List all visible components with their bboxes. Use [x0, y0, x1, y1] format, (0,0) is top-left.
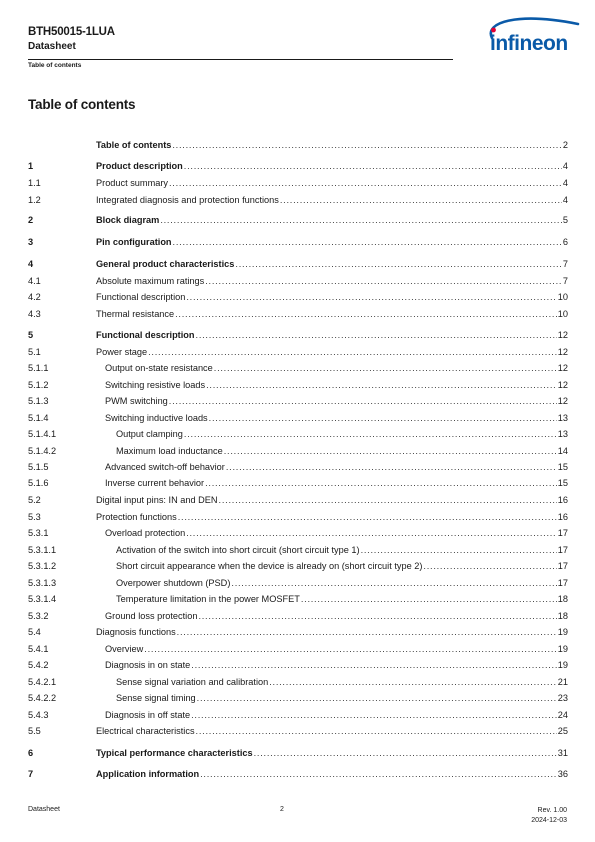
toc-entry[interactable]	[96, 274, 568, 288]
toc-title-link[interactable]: PWM switching	[105, 396, 168, 406]
toc-entry[interactable]	[105, 609, 568, 623]
toc-entry[interactable]	[96, 257, 568, 271]
toc-title-link[interactable]: Protection functions	[96, 512, 177, 522]
toc-title-link[interactable]: Thermal resistance	[96, 309, 175, 319]
toc-row[interactable]	[28, 213, 568, 227]
toc-section-number: 5.4.3	[28, 710, 49, 720]
toc-dot-leader	[173, 235, 562, 249]
toc-page-number[interactable]: 5	[562, 215, 568, 225]
toc-title-link[interactable]: General product characteristics	[96, 259, 235, 269]
document-title: BTH50015-1LUA	[28, 26, 115, 38]
toc-page-number[interactable]: 6	[562, 237, 568, 247]
toc-dot-leader	[206, 378, 557, 392]
toc-entry[interactable]	[96, 345, 568, 359]
toc-entry[interactable]	[96, 746, 568, 760]
toc-section-number: 5.3.1.4	[28, 594, 57, 604]
toc-title-link[interactable]: Sense signal variation and calibration	[116, 677, 269, 687]
toc-title-link[interactable]: Diagnosis functions	[96, 627, 176, 637]
toc-section-number: 1.1	[28, 178, 41, 188]
toc-title-link[interactable]: Output on-state resistance	[105, 363, 213, 373]
toc-dot-leader	[269, 675, 557, 689]
toc-dot-leader	[209, 411, 557, 425]
toc-dot-leader	[144, 642, 556, 656]
toc-dot-leader	[361, 543, 557, 557]
toc-row[interactable]	[28, 746, 568, 760]
toc-page-number[interactable]: 31	[557, 748, 568, 758]
toc-page-number[interactable]: 10	[557, 309, 568, 319]
toc-row[interactable]	[28, 328, 568, 342]
toc-row[interactable]	[28, 193, 568, 207]
toc-section-number: 5	[28, 330, 34, 340]
toc-entry[interactable]	[105, 658, 568, 672]
footer-revision: Rev. 1.00	[537, 807, 567, 814]
toc-section-number: 5.3.1	[28, 528, 49, 538]
toc-section-number: 5.3.1.2	[28, 561, 57, 571]
toc-dot-leader	[148, 345, 557, 359]
toc-dot-leader	[197, 691, 557, 705]
toc-dot-leader	[169, 176, 562, 190]
toc-entry[interactable]	[96, 193, 568, 207]
toc-section-number: 3	[28, 237, 34, 247]
toc-title-link[interactable]: Overload protection	[105, 528, 186, 538]
toc-row[interactable]	[28, 159, 568, 173]
toc-row[interactable]	[28, 460, 568, 474]
toc-section-number: 4.1	[28, 276, 41, 286]
toc-section-number: 5.1.4	[28, 413, 49, 423]
toc-row[interactable]	[28, 476, 568, 490]
toc-row[interactable]	[28, 361, 568, 375]
toc-page-number[interactable]: 16	[557, 495, 568, 505]
toc-section-number: 5.3	[28, 512, 41, 522]
toc-section-number: 5.1.5	[28, 462, 49, 472]
toc-entry[interactable]	[105, 394, 568, 408]
footer-revision-block	[531, 806, 567, 826]
toc-dot-leader	[226, 460, 557, 474]
toc-row[interactable]	[28, 444, 568, 458]
toc-entry[interactable]	[96, 307, 568, 321]
toc-row[interactable]	[28, 510, 568, 524]
toc-page-number[interactable]: 25	[557, 726, 568, 736]
toc-section-number: 1	[28, 161, 34, 171]
toc-title-link[interactable]: Table of contents	[96, 140, 172, 150]
toc-row[interactable]	[28, 378, 568, 392]
toc-dot-leader	[160, 213, 562, 227]
toc-entry[interactable]	[116, 592, 568, 606]
toc-dot-leader	[214, 361, 557, 375]
toc-dot-leader	[280, 193, 562, 207]
logo-wordmark: infineon	[490, 32, 568, 55]
toc-dot-leader	[205, 476, 557, 490]
toc-page-number[interactable]: 14	[557, 446, 568, 456]
toc-title-link[interactable]: Functional description	[96, 330, 195, 340]
toc-title-link[interactable]: Output clamping	[116, 429, 183, 439]
toc-section-number: 5.1	[28, 347, 41, 357]
toc-page-number[interactable]: 13	[557, 429, 568, 439]
toc-title-link[interactable]: Application information	[96, 769, 200, 779]
toc-dot-leader	[169, 394, 557, 408]
toc-dot-leader	[219, 493, 557, 507]
toc-entry[interactable]	[96, 290, 568, 304]
toc-entry[interactable]	[116, 444, 568, 458]
toc-title-link[interactable]: Digital input pins: IN and DEN	[96, 495, 218, 505]
toc-page-number[interactable]: 19	[557, 644, 568, 654]
toc-title-link[interactable]: Typical performance characteristics	[96, 748, 253, 758]
toc-section-number: 5.3.1.1	[28, 545, 57, 555]
toc-entry[interactable]	[105, 476, 568, 490]
toc-page-number[interactable]: 7	[562, 259, 568, 269]
toc-row[interactable]	[28, 658, 568, 672]
toc-title-link[interactable]: Switching resistive loads	[105, 380, 206, 390]
toc-page-number[interactable]: 13	[557, 413, 568, 423]
toc-section-number: 5.1.2	[28, 380, 49, 390]
toc-entry[interactable]	[116, 427, 568, 441]
toc-page-number[interactable]: 19	[557, 627, 568, 637]
toc-dot-leader	[235, 257, 561, 271]
toc-dot-leader	[423, 559, 556, 573]
toc-section-number: 4.3	[28, 309, 41, 319]
toc-dot-leader	[175, 307, 557, 321]
toc-section-number: 5.3.2	[28, 611, 49, 621]
toc-title-link[interactable]: Block diagram	[96, 215, 160, 225]
toc-dot-leader	[196, 328, 557, 342]
toc-section-number: 5.5	[28, 726, 41, 736]
toc-page-number[interactable]: 36	[557, 769, 568, 779]
toc-dot-leader	[186, 526, 557, 540]
toc-section-number: 4.2	[28, 292, 41, 302]
toc-entry[interactable]	[96, 176, 568, 190]
toc-page-number[interactable]: 17	[557, 578, 568, 588]
toc-dot-leader	[178, 510, 557, 524]
toc-dot-leader	[177, 625, 557, 639]
toc-page-number[interactable]: 7	[562, 276, 568, 286]
toc-section-number: 6	[28, 748, 34, 758]
footer-page-number: 2	[280, 806, 284, 813]
toc-title-link[interactable]: Switching inductive loads	[105, 413, 208, 423]
toc-row[interactable]	[28, 345, 568, 359]
toc-page-number[interactable]: 19	[557, 660, 568, 670]
toc-dot-leader	[200, 767, 557, 781]
toc-page-number[interactable]: 2	[562, 140, 568, 150]
page-heading: Table of contents	[28, 97, 136, 112]
toc-section-number: 5.3.1.3	[28, 578, 57, 588]
toc-row[interactable]	[28, 290, 568, 304]
toc-dot-leader	[254, 746, 557, 760]
toc-entry[interactable]	[105, 378, 568, 392]
toc-row[interactable]	[28, 274, 568, 288]
toc-dot-leader	[196, 724, 557, 738]
toc-section-number: 5.4.2.2	[28, 693, 57, 703]
toc-title-link[interactable]: Temperature limitation in the power MOSFET	[116, 594, 300, 604]
toc-entry[interactable]	[96, 328, 568, 342]
toc-row[interactable]	[28, 691, 568, 705]
toc-entry[interactable]	[105, 361, 568, 375]
toc-title-link[interactable]: Overview	[105, 644, 144, 654]
toc-entry[interactable]	[116, 576, 568, 590]
toc-title-link[interactable]: Short circuit appearance when the device is already on (short circuit type 2)	[116, 561, 423, 571]
toc-row[interactable]	[28, 576, 568, 590]
toc-entry[interactable]	[96, 493, 568, 507]
toc-entry[interactable]	[96, 213, 568, 227]
toc-dot-leader	[184, 159, 562, 173]
toc-row[interactable]	[28, 307, 568, 321]
toc-row[interactable]	[28, 394, 568, 408]
toc-title-link[interactable]: Overpower shutdown (PSD)	[116, 578, 231, 588]
toc-section-number: 5.4.2.1	[28, 677, 57, 687]
toc-page-number[interactable]: 10	[557, 292, 568, 302]
toc-entry[interactable]	[96, 510, 568, 524]
toc-entry[interactable]	[96, 138, 568, 152]
toc-dot-leader	[224, 444, 557, 458]
toc-row[interactable]	[28, 526, 568, 540]
toc-title-link[interactable]: Product description	[96, 161, 183, 171]
header-divider	[28, 59, 453, 60]
toc-section-number: 1.2	[28, 195, 41, 205]
toc-entry[interactable]	[96, 724, 568, 738]
toc-title-link[interactable]: Product summary	[96, 178, 168, 188]
toc-section-number: 5.4.2	[28, 660, 49, 670]
toc-page-number[interactable]: 15	[557, 462, 568, 472]
toc-row[interactable]	[28, 708, 568, 722]
toc-page-number[interactable]: 17	[557, 528, 568, 538]
toc-section-number: 5.1.1	[28, 363, 49, 373]
toc-row[interactable]	[28, 427, 568, 441]
toc-section-number: 7	[28, 769, 34, 779]
toc-dot-leader	[184, 427, 557, 441]
toc-entry[interactable]	[96, 767, 568, 781]
toc-dot-leader	[301, 592, 557, 606]
toc-title-link[interactable]: Activation of the switch into short circuit (short circuit type 1)	[116, 545, 360, 555]
toc-row[interactable]	[28, 493, 568, 507]
toc-title-link[interactable]: Inverse current behavior	[105, 478, 205, 488]
toc-entry[interactable]	[105, 708, 568, 722]
toc-entry[interactable]	[105, 526, 568, 540]
toc-dot-leader	[198, 609, 556, 623]
toc-section-number: 5.1.4.2	[28, 446, 57, 456]
toc-page-number[interactable]: 12	[557, 396, 568, 406]
toc-page-number[interactable]: 12	[557, 380, 568, 390]
toc-entry[interactable]	[96, 235, 568, 249]
toc-section-number: 5.1.3	[28, 396, 49, 406]
toc-title-link[interactable]: Functional description	[96, 292, 186, 302]
toc-row[interactable]	[28, 609, 568, 623]
toc-row[interactable]	[28, 411, 568, 425]
toc-page-number[interactable]: 21	[557, 677, 568, 687]
toc-row[interactable]	[28, 592, 568, 606]
toc-page-number[interactable]: 16	[557, 512, 568, 522]
toc-page-number[interactable]: 15	[557, 478, 568, 488]
infineon-logo	[478, 12, 588, 62]
toc-page-number[interactable]: 4	[562, 161, 568, 171]
toc-dot-leader	[205, 274, 562, 288]
footer-date: 2024-12-03	[531, 817, 567, 824]
toc-entry[interactable]	[116, 559, 568, 573]
toc-title-link[interactable]: Integrated diagnosis and protection functions	[96, 195, 279, 205]
toc-title-link[interactable]: Diagnosis in off state	[105, 710, 191, 720]
toc-row[interactable]	[28, 176, 568, 190]
toc-row[interactable]	[28, 642, 568, 656]
toc-row[interactable]	[28, 724, 568, 738]
toc-page-number[interactable]: 17	[557, 561, 568, 571]
toc-title-link[interactable]: Power stage	[96, 347, 148, 357]
toc-title-link[interactable]: Absolute maximum ratings	[96, 276, 205, 286]
toc-row[interactable]	[28, 235, 568, 249]
header-section-label: Table of contents	[28, 62, 82, 69]
toc-row[interactable]	[28, 559, 568, 573]
toc-section-number: 5.2	[28, 495, 41, 505]
toc-page-number[interactable]: 12	[557, 347, 568, 357]
toc-page-number[interactable]: 12	[557, 363, 568, 373]
toc-page-number[interactable]: 18	[557, 611, 568, 621]
toc-section-number: 5.4.1	[28, 644, 49, 654]
toc-title-link[interactable]: Advanced switch-off behavior	[105, 462, 225, 472]
toc-row[interactable]	[28, 257, 568, 271]
toc-page-number[interactable]: 18	[557, 594, 568, 604]
toc-entry[interactable]	[116, 691, 568, 705]
toc-entry[interactable]	[105, 642, 568, 656]
toc-section-number: 2	[28, 215, 34, 225]
document-type: Datasheet	[28, 41, 76, 52]
toc-section-number: 5.1.6	[28, 478, 49, 488]
footer-doc-type: Datasheet	[28, 806, 60, 813]
toc-entry[interactable]	[96, 625, 568, 639]
toc-title-link[interactable]: Ground loss protection	[105, 611, 198, 621]
toc-entry[interactable]	[105, 411, 568, 425]
toc-row[interactable]	[28, 767, 568, 781]
toc-dot-leader	[231, 576, 556, 590]
toc-title-link[interactable]: Electrical characteristics	[96, 726, 195, 736]
toc-entry[interactable]	[116, 543, 568, 557]
toc-section-number: 5.1.4.1	[28, 429, 57, 439]
toc-section-number: 4	[28, 259, 34, 269]
toc-row[interactable]	[28, 625, 568, 639]
toc-dot-leader	[191, 658, 556, 672]
toc-row[interactable]	[28, 543, 568, 557]
toc-row[interactable]	[28, 675, 568, 689]
toc-page-number[interactable]: 24	[557, 710, 568, 720]
toc-row[interactable]	[28, 138, 568, 152]
toc-title-link[interactable]: Pin configuration	[96, 237, 172, 247]
toc-dot-leader	[172, 138, 562, 152]
toc-entry[interactable]	[105, 460, 568, 474]
toc-page-number[interactable]: 17	[557, 545, 568, 555]
toc-dot-leader	[191, 708, 557, 722]
toc-title-link[interactable]: Sense signal timing	[116, 693, 196, 703]
toc-title-link[interactable]: Maximum load inductance	[116, 446, 223, 456]
toc-page-number[interactable]: 23	[557, 693, 568, 703]
toc-page-number[interactable]: 4	[562, 178, 568, 188]
toc-title-link[interactable]: Diagnosis in on state	[105, 660, 191, 670]
toc-section-number: 5.4	[28, 627, 41, 637]
toc-page-number[interactable]: 12	[557, 330, 568, 340]
toc-page-number[interactable]: 4	[562, 195, 568, 205]
toc-entry[interactable]	[96, 159, 568, 173]
toc-dot-leader	[186, 290, 556, 304]
toc-entry[interactable]	[116, 675, 568, 689]
